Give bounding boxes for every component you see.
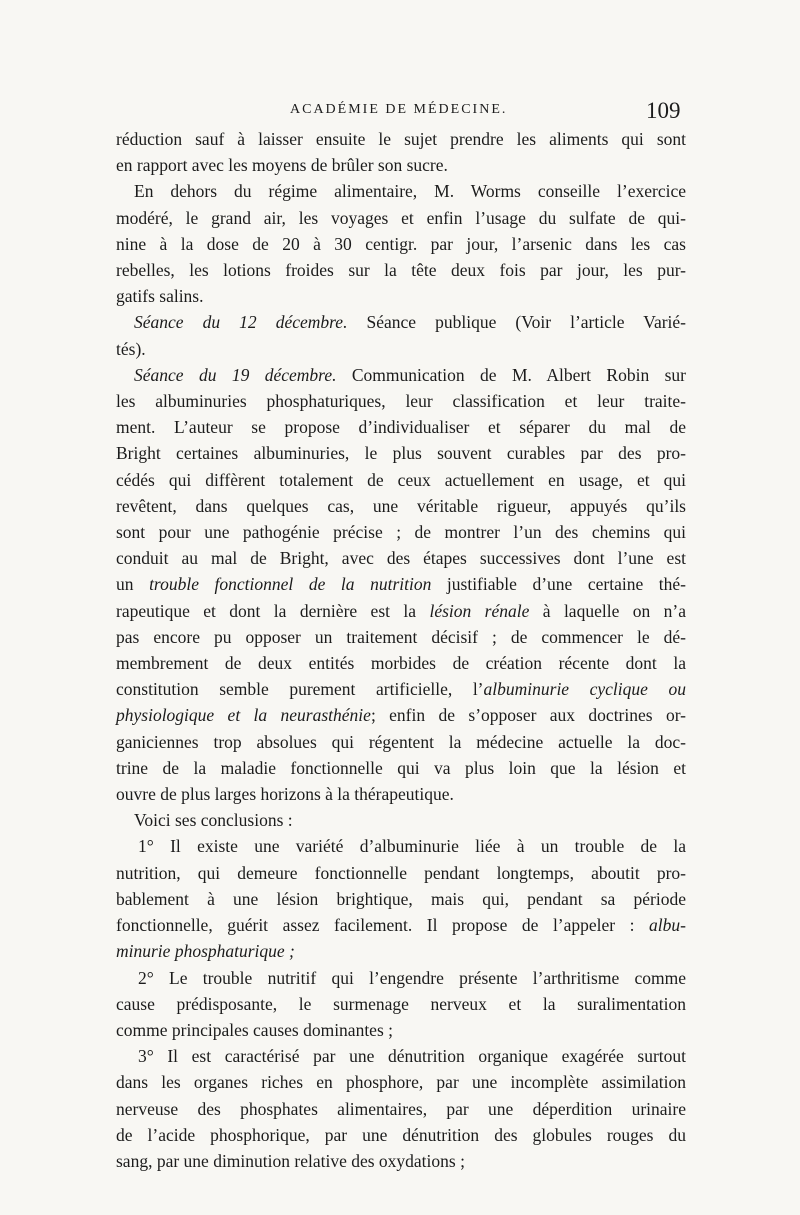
text-line: sont pour une pathogénie précise ; de montrer l’un des chemins qui bbox=[116, 522, 686, 543]
text-line bbox=[116, 571, 686, 597]
emphasis: trouble fonctionnel de la nutrition bbox=[149, 574, 432, 595]
text-line: de l’acide phosphorique, par une dénutrition des globules rouges du bbox=[116, 1124, 686, 1145]
text-line bbox=[116, 309, 686, 335]
text-line: 2° Le trouble nutritif qui l’engendre présente l’arthritisme comme bbox=[138, 967, 686, 988]
text-line: les albuminuries phosphaturiques, leur classification et leur traite- bbox=[116, 391, 686, 412]
body-text bbox=[116, 126, 686, 1174]
emphasis: physiologique et la neurasthénie bbox=[116, 705, 371, 726]
text-line: en rapport avec les moyens de brûler son sucre. bbox=[116, 155, 448, 176]
text-line: ment. L’auteur se propose d’individualiser et séparer du mal de bbox=[116, 417, 686, 438]
text-line: gatifs salins. bbox=[116, 286, 204, 307]
text-line: rebelles, les lotions froides sur la tête deux fois par jour, les pur- bbox=[116, 260, 686, 281]
text-line: ganiciennes trop absolues qui régentent la médecine actuelle la doc- bbox=[116, 731, 686, 752]
text-line bbox=[116, 598, 686, 624]
text-fragment: fonctionnelle, guérit assez facilement. Il propose de l’appeler : bbox=[116, 915, 650, 936]
text-fragment: à laquelle on n’a bbox=[529, 600, 686, 621]
emphasis: albu- bbox=[649, 915, 686, 936]
running-title: ACADÉMIE DE MÉDECINE. bbox=[290, 102, 508, 117]
text-line: sang, par une diminution relative des oxydations ; bbox=[116, 1150, 465, 1171]
text-line: cause prédisposante, le surmenage nerveux et la suralimentation bbox=[116, 993, 686, 1014]
emphasis: albuminurie cyclique ou bbox=[483, 679, 686, 700]
text-line: nine à la dose de 20 à 30 centigr. par jour, l’arsenic dans les cas bbox=[116, 233, 686, 254]
text-line: Voici ses conclusions : bbox=[134, 810, 293, 831]
text-line: pas encore pu opposer un traitement décisif ; de commencer le dé- bbox=[116, 626, 686, 647]
text-line: 1° Il existe une variété d’albuminurie liée à un trouble de la bbox=[138, 836, 686, 857]
text-line: En dehors du régime alimentaire, M. Worms conseille l’exercice bbox=[134, 181, 686, 202]
text-line: bablement à une lésion brightique, mais qui, pendant sa période bbox=[116, 888, 686, 909]
text-line bbox=[116, 676, 686, 702]
text-line: dans les organes riches en phosphore, par une incomplète assimilation bbox=[116, 1072, 686, 1093]
text-line bbox=[116, 912, 686, 938]
text-fragment: ; enfin de s’opposer aux doctrines or- bbox=[370, 705, 686, 726]
text-line: Bright certaines albuminuries, le plus souvent curables par des pro- bbox=[116, 443, 686, 464]
text-line bbox=[116, 362, 686, 388]
text-fragment: constitution semble purement artificielle, l’ bbox=[116, 679, 484, 700]
text-line: comme principales causes dominantes ; bbox=[116, 1019, 394, 1040]
text-line: cédés qui diffèrent totalement de ceux actuellement en usage, et qui bbox=[116, 469, 686, 490]
page-number: 109 bbox=[646, 98, 681, 123]
text-fragment: Communication de M. Albert Robin sur bbox=[336, 364, 686, 385]
text-line: nerveuse des phosphates alimentaires, par une déperdition urinaire bbox=[116, 1098, 686, 1119]
text-line: 3° Il est caractérisé par une dénutrition organique exagérée surtout bbox=[138, 1046, 686, 1067]
text-line: ouvre de plus larges horizons à la thérapeutique. bbox=[116, 784, 454, 805]
text-line: minurie phosphaturique ; bbox=[116, 941, 295, 962]
session-date: Séance du 19 décembre. bbox=[134, 364, 337, 385]
text-line: membrement de deux entités morbides de création récente dont la bbox=[116, 653, 686, 674]
text-line: conduit au mal de Bright, avec des étapes successives dont l’une est bbox=[116, 548, 686, 569]
text-fragment: justifiable d’une certaine thé- bbox=[431, 574, 686, 595]
text-fragment: Séance publique (Voir l’article Varié- bbox=[347, 312, 686, 333]
text-line: tés). bbox=[116, 338, 146, 359]
text-line: réduction sauf à laisser ensuite le sujet prendre les aliments qui sont bbox=[116, 129, 686, 149]
text-fragment: un bbox=[116, 574, 150, 595]
text-line: modéré, le grand air, les voyages et enfin l’usage du sulfate de qui- bbox=[116, 207, 686, 228]
text-line: revêtent, dans quelques cas, une véritable rigueur, appuyés qu’ils bbox=[116, 495, 686, 516]
emphasis: lésion rénale bbox=[429, 600, 530, 621]
text-fragment: rapeutique et dont la dernière est la bbox=[116, 600, 430, 621]
text-line bbox=[116, 702, 686, 728]
text-line: trine de la maladie fonctionnelle qui va plus loin que la lésion et bbox=[116, 757, 686, 778]
running-header bbox=[0, 98, 800, 128]
text-line: nutrition, qui demeure fonctionnelle pendant longtemps, aboutit pro- bbox=[116, 862, 686, 883]
session-date: Séance du 12 décembre. bbox=[134, 312, 348, 333]
